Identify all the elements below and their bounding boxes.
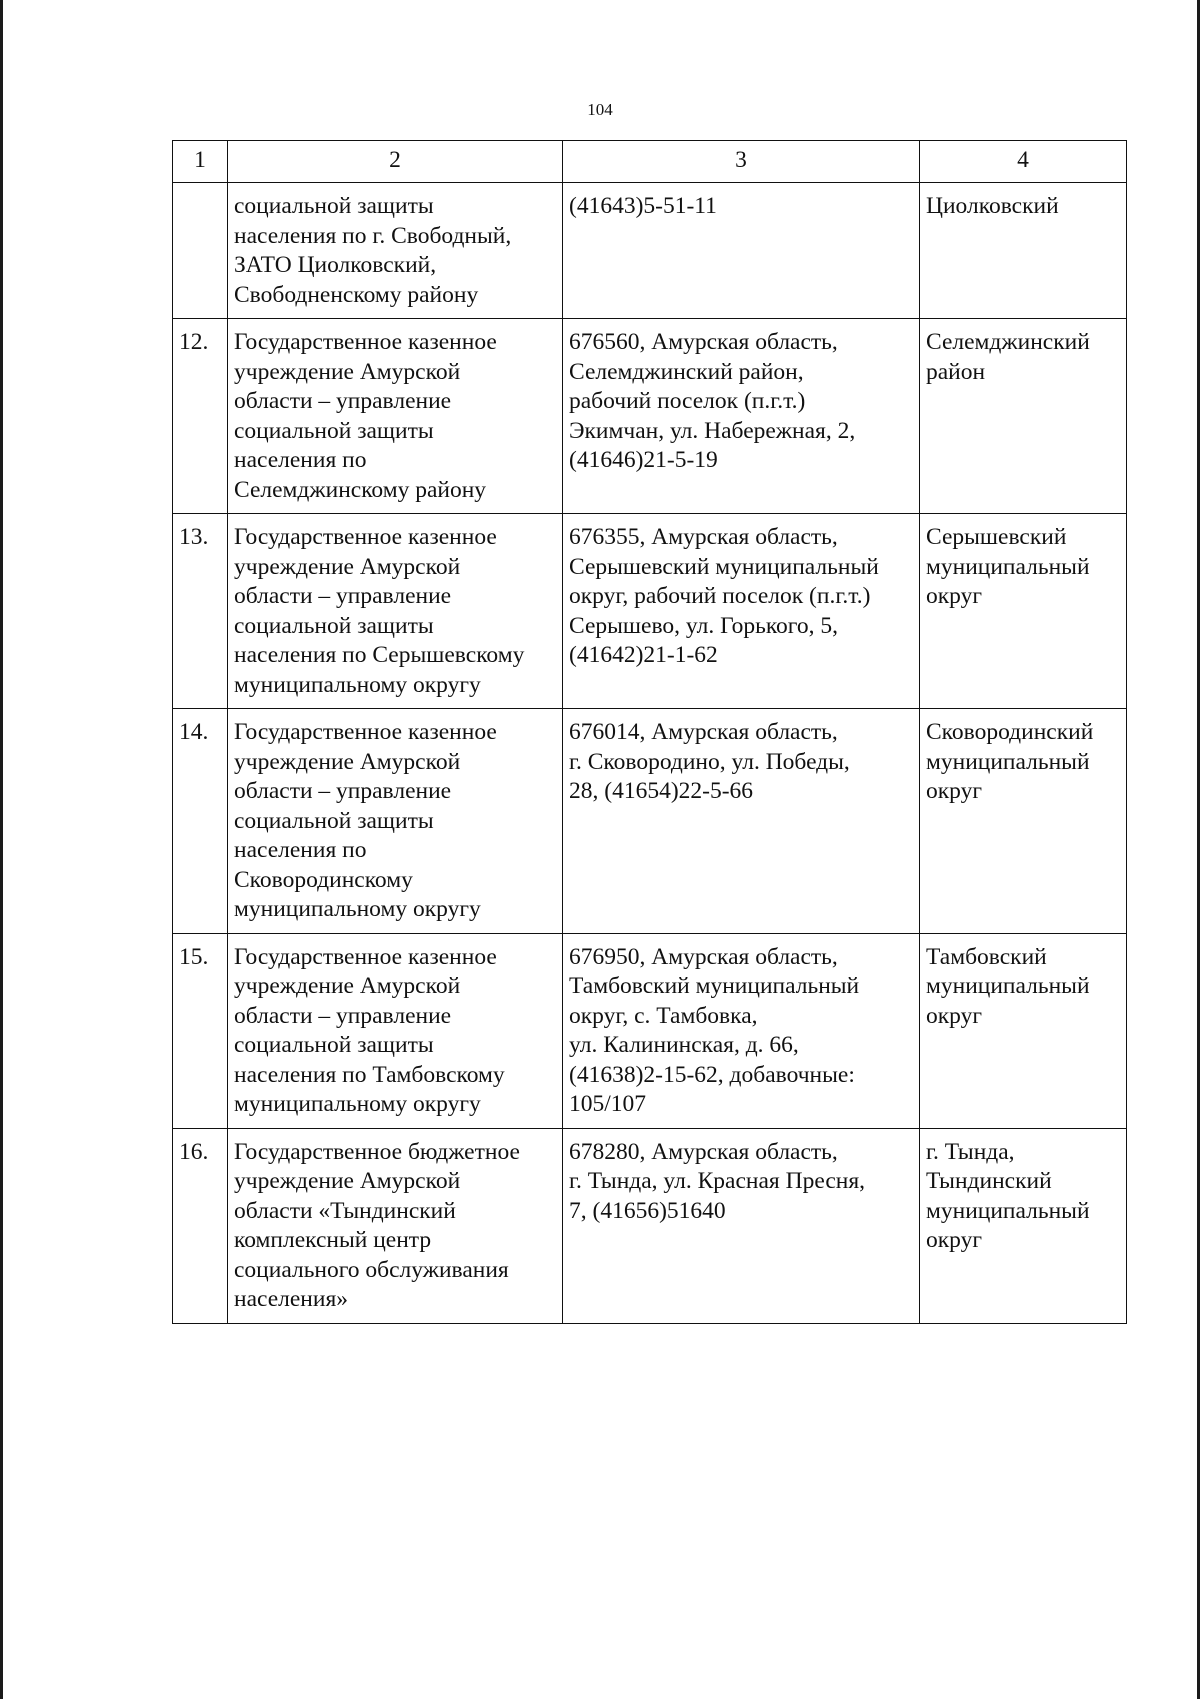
cell-text-line: учреждение Амурской	[234, 358, 461, 385]
cell-text-line: Серышево, ул. Горького, 5,	[569, 612, 838, 639]
header-cell-1: 1	[173, 141, 228, 183]
page-number: 104	[587, 100, 613, 119]
institution-name-cell	[228, 514, 563, 709]
cell-text-line: Экимчан, ул. Набережная, 2,	[569, 417, 856, 444]
cell-text-line: округ	[926, 583, 982, 609]
cell-text-line: комплексный центр	[234, 1227, 432, 1253]
institutions-table	[172, 140, 1127, 1324]
cell-text-line: социальной защиты	[234, 417, 434, 444]
cell-text-line: Циолковский	[926, 193, 1059, 219]
cell-text-line: муниципальный	[926, 973, 1090, 999]
table-row	[173, 1128, 1127, 1323]
scan-edge-left	[0, 0, 3, 1699]
header-cell-3: 3	[563, 141, 920, 183]
cell-text-line: г. Сковородино, ул. Победы,	[569, 748, 850, 775]
cell-text-line: Тындинский	[926, 1168, 1052, 1194]
address-contact-cell	[563, 319, 920, 514]
institution-name-cell	[228, 319, 563, 514]
cell-text-line: Селемджинскому району	[234, 476, 487, 503]
cell-text-line: учреждение Амурской	[234, 973, 461, 999]
cell-text-line: Государственное бюджетное	[234, 1138, 520, 1165]
table-row	[173, 183, 1127, 319]
cell-text-line: г. Тында,	[926, 1138, 1015, 1165]
address-contact-cell	[563, 1128, 920, 1323]
table-row	[173, 933, 1127, 1128]
cell-text-line: населения»	[234, 1286, 349, 1312]
territory-cell	[920, 319, 1127, 514]
territory-cell	[920, 933, 1127, 1128]
header-cell-4: 4	[920, 141, 1127, 183]
cell-text-line: муниципальному округу	[234, 1091, 481, 1117]
address-contact-cell	[563, 933, 920, 1128]
cell-text-line: населения по Серышевскому	[234, 642, 525, 668]
cell-text-line: муниципальный	[926, 553, 1090, 580]
cell-text-line: г. Тында, ул. Красная Пресня,	[569, 1168, 866, 1194]
cell-text-line: округ	[926, 1227, 982, 1253]
cell-text-line: муниципальный	[926, 748, 1090, 775]
cell-text-line: области – управление	[234, 778, 452, 804]
cell-text-line: (41638)2-15-62, добавочные:	[569, 1061, 855, 1088]
cell-text-line: учреждение Амурской	[234, 748, 461, 775]
header-cell-2: 2	[228, 141, 563, 183]
row-number-cell: 13.	[173, 514, 228, 709]
table-row	[173, 514, 1127, 709]
cell-text-line: социальной защиты	[234, 1032, 434, 1058]
cell-text-line: области – управление	[234, 388, 452, 414]
cell-text-line: Серышевский муниципальный	[569, 553, 879, 580]
cell-text-line: Селемджинский район,	[569, 358, 804, 385]
cell-text-line: Селемджинский	[926, 329, 1090, 355]
cell-text-line: округ, рабочий поселок (п.г.т.)	[569, 583, 871, 609]
cell-text-line: округ, с. Тамбовка,	[569, 1002, 758, 1029]
table-body	[173, 141, 1127, 1324]
address-contact-cell	[563, 709, 920, 934]
cell-text-line: населения по г. Свободный,	[234, 222, 512, 249]
cell-text-line: Сковородинскому	[234, 866, 413, 893]
cell-text-line: (41643)5-51-11	[569, 193, 717, 219]
cell-text-line: социальной защиты	[234, 807, 434, 834]
cell-text-line: ул. Калининская, д. 66,	[569, 1032, 799, 1058]
cell-text-line: Серышевский	[926, 524, 1067, 550]
cell-text-line: социальной защиты	[234, 193, 434, 219]
cell-text-line: Свободненскому району	[234, 281, 479, 308]
cell-text-line: округ	[926, 778, 982, 804]
territory-cell	[920, 514, 1127, 709]
cell-text-line: 105/107	[569, 1091, 647, 1117]
cell-text-line: области – управление	[234, 1002, 452, 1029]
institution-name-cell	[228, 933, 563, 1128]
territory-cell	[920, 1128, 1127, 1323]
cell-text-line: 28, (41654)22-5-66	[569, 778, 754, 804]
row-number-cell: 16.	[173, 1128, 228, 1323]
cell-text-line: области «Тындинский	[234, 1197, 456, 1224]
cell-text-line: 676014, Амурская область,	[569, 719, 838, 745]
cell-text-line: 676560, Амурская область,	[569, 329, 838, 355]
cell-text-line: Государственное казенное	[234, 524, 497, 550]
cell-text-line: социального обслуживания	[234, 1256, 509, 1283]
cell-text-line: населения по	[234, 837, 367, 863]
cell-text-line: области – управление	[234, 583, 452, 609]
cell-text-line: район	[926, 358, 986, 385]
row-number-cell: 12.	[173, 319, 228, 514]
cell-text-line: социальной защиты	[234, 612, 434, 639]
cell-text-line: муниципальный	[926, 1197, 1090, 1224]
cell-text-line: 676355, Амурская область,	[569, 524, 838, 550]
cell-text-line: Тамбовский муниципальный	[569, 973, 860, 999]
cell-text-line: Тамбовский	[926, 943, 1047, 970]
institution-name-cell	[228, 183, 563, 319]
cell-text-line: 676950, Амурская область,	[569, 943, 838, 970]
territory-cell	[920, 709, 1127, 934]
cell-text-line: округ	[926, 1002, 982, 1029]
cell-text-line: Государственное казенное	[234, 943, 497, 970]
institution-name-cell	[228, 1128, 563, 1323]
table-row	[173, 319, 1127, 514]
cell-text-line: (41642)21-1-62	[569, 642, 718, 668]
cell-text-line: Государственное казенное	[234, 329, 497, 355]
row-number-cell: 15.	[173, 933, 228, 1128]
cell-text-line: населения по Тамбовскому	[234, 1061, 505, 1088]
cell-text-line: ЗАТО Циолковский,	[234, 252, 437, 278]
cell-text-line: 7, (41656)51640	[569, 1197, 726, 1224]
cell-text-line: населения по	[234, 447, 367, 473]
table-row	[173, 709, 1127, 934]
cell-text-line: (41646)21-5-19	[569, 447, 718, 473]
cell-text-line: 678280, Амурская область,	[569, 1138, 838, 1165]
cell-text-line: Сковородинский	[926, 719, 1094, 745]
address-contact-cell	[563, 514, 920, 709]
cell-text-line: учреждение Амурской	[234, 1168, 461, 1194]
row-number-cell	[173, 183, 228, 319]
address-contact-cell	[563, 183, 920, 319]
cell-text-line: учреждение Амурской	[234, 553, 461, 580]
cell-text-line: муниципальному округу	[234, 671, 481, 698]
cell-text-line: Государственное казенное	[234, 719, 497, 745]
table-header-row	[173, 141, 1127, 183]
row-number-cell: 14.	[173, 709, 228, 934]
institution-name-cell	[228, 709, 563, 934]
cell-text-line: рабочий поселок (п.г.т.)	[569, 388, 806, 414]
cell-text-line: муниципальному округу	[234, 896, 481, 922]
territory-cell	[920, 183, 1127, 319]
